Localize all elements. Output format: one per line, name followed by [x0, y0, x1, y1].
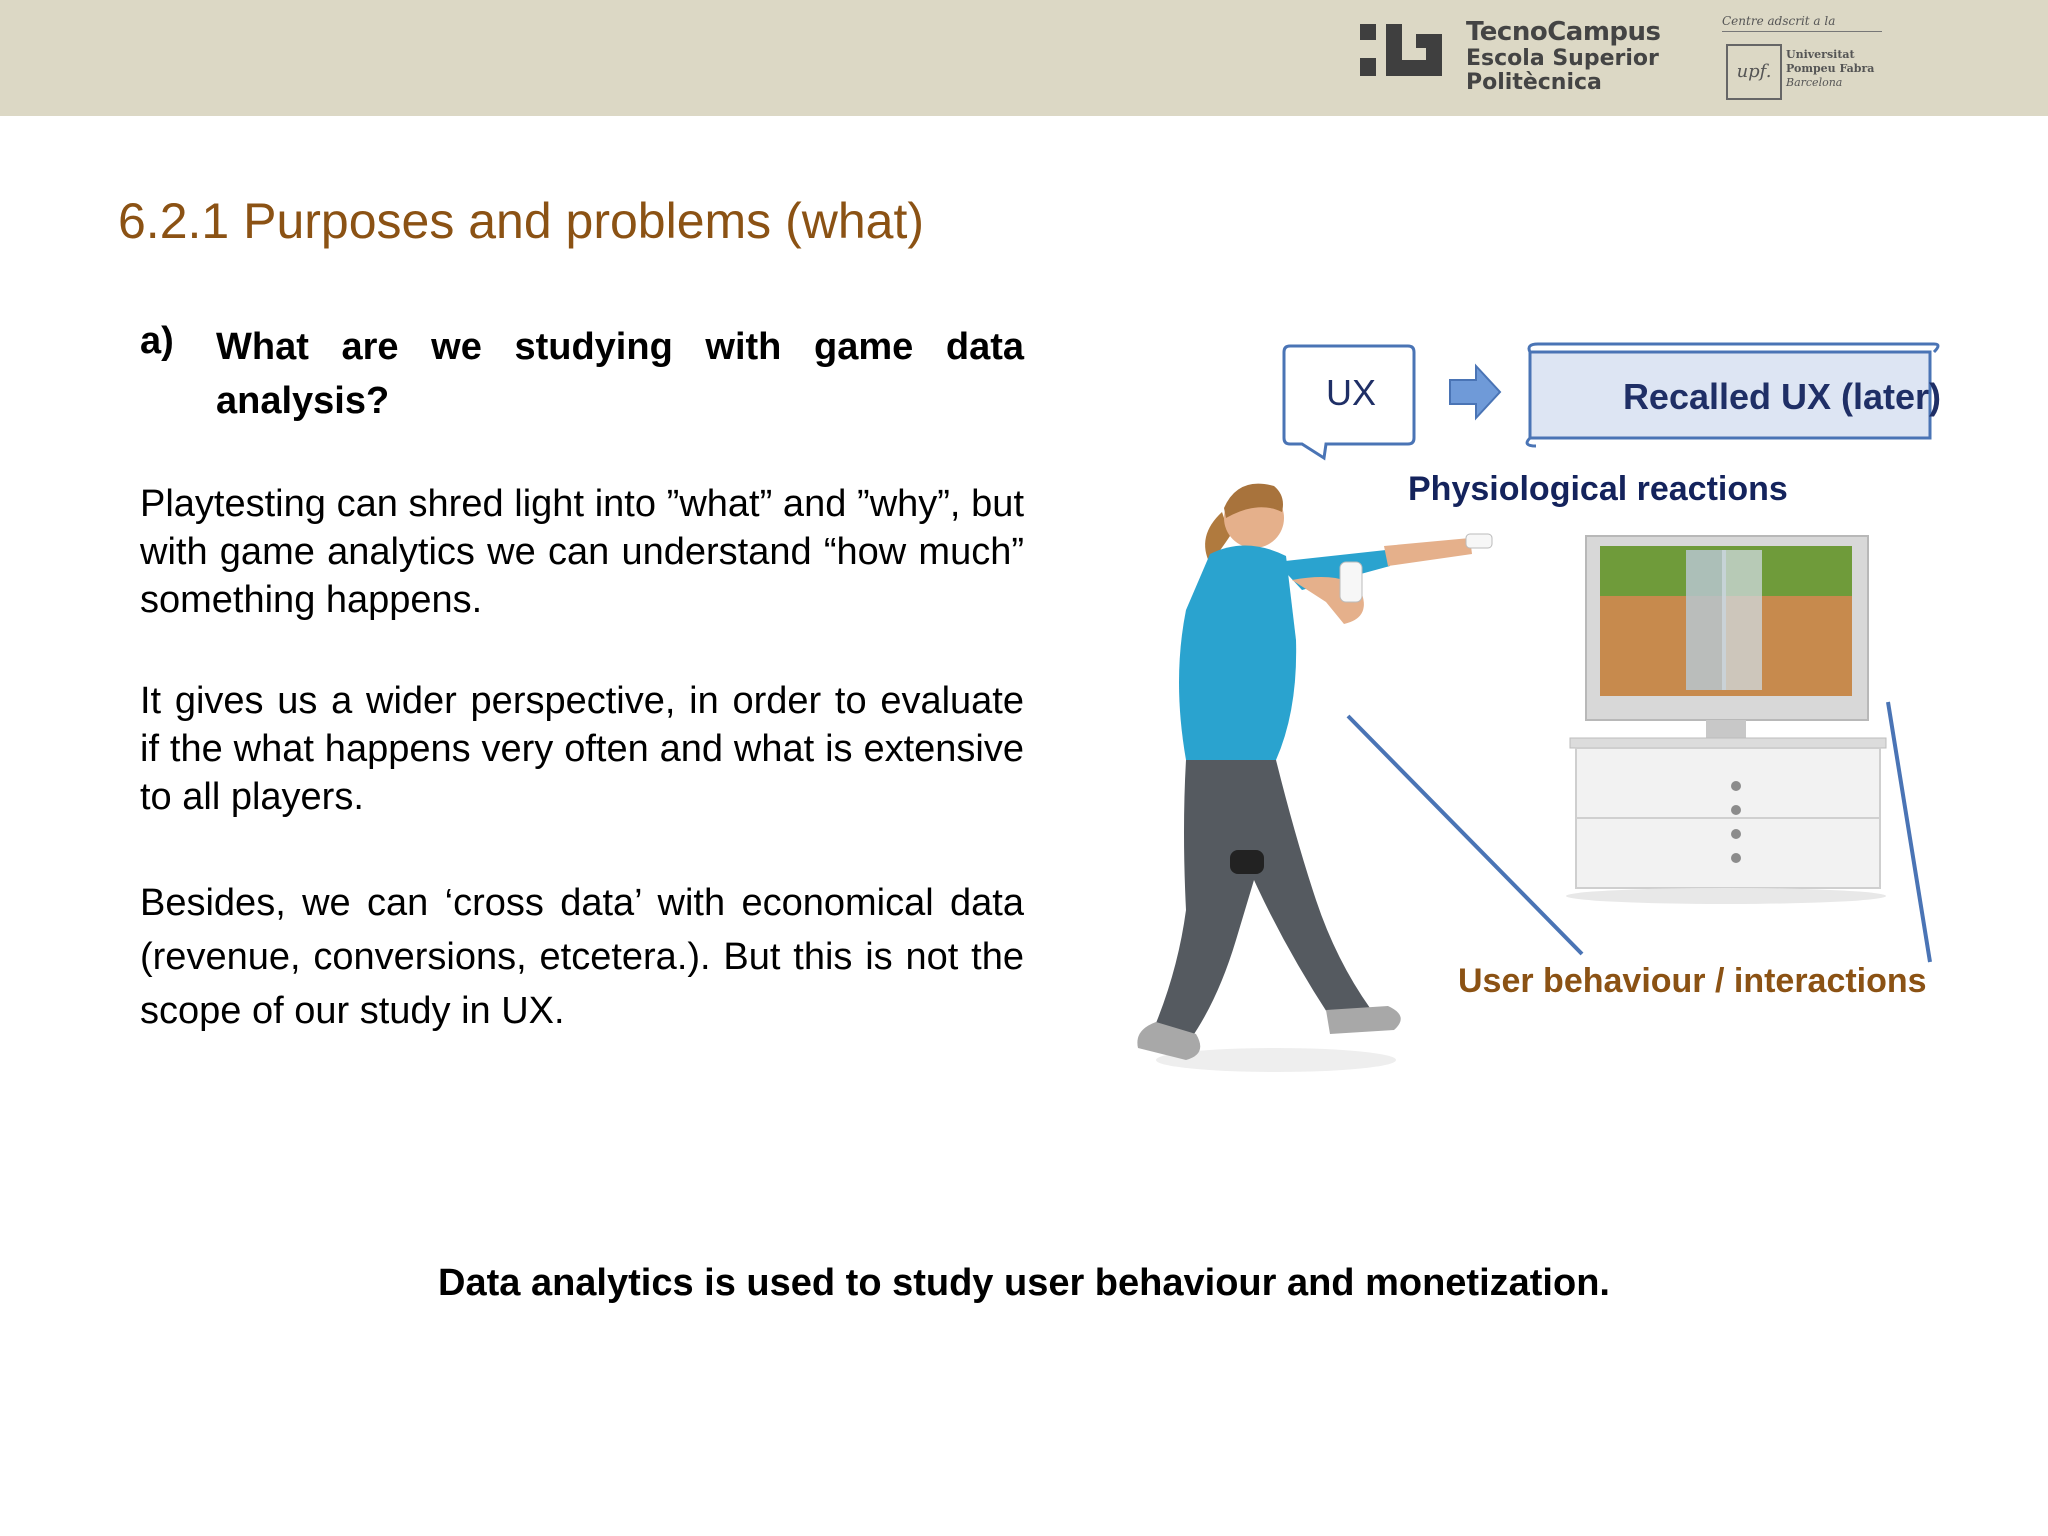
upf-logo: [1722, 14, 1892, 104]
tv-stand-icon: [1566, 536, 1886, 904]
user-behaviour-label: User behaviour / interactions: [1458, 962, 1927, 1000]
tecnocampus-logo: [1360, 17, 1661, 108]
arrow-right-icon: [1450, 366, 1500, 418]
tecnocampus-wordmark: TecnoCampus Escola Superior Politècnica: [1466, 17, 1661, 95]
tecnocampus-mark-icon: [1360, 24, 1444, 80]
header-bar: [0, 0, 2048, 116]
upf-name: Universitat Pompeu Fabra Barcelona: [1786, 48, 1875, 89]
upf-caption: Centre adscrit a la: [1722, 14, 1882, 32]
behaviour-line-right: [1888, 702, 1930, 962]
question-label: a): [140, 320, 174, 362]
slide-title: 6.2.1 Purposes and problems (what): [118, 193, 924, 249]
question-text: What are we studying with game data analysis?: [216, 326, 1024, 422]
upf-mark: upf.: [1726, 44, 1782, 100]
player-figure-icon: [1137, 484, 1492, 1072]
physiological-reactions-label: Physiological reactions: [1408, 470, 1788, 508]
paragraph-perspective: It gives us a wider perspective, in order to evaluate if the what happens very often and what is extensive to all players.: [140, 680, 1024, 818]
ux-bubble-label: UX: [1325, 372, 1376, 413]
paragraph-playtesting: Playtesting can shred light into ”what” and ”why”, but with game analytics we can understand “how much” something happens.: [140, 483, 1024, 621]
paragraph-cross-data: Besides, we can ‘cross data’ with economical data (revenue, conversions, etcetera.). But this is not the scope of our study in UX.: [140, 882, 1024, 1032]
behaviour-line-left: [1348, 716, 1582, 954]
conclusion-text: Data analytics is used to study user behaviour and monetization.: [438, 1262, 1610, 1304]
recalled-ux-label: Recalled UX (later): [1622, 376, 1942, 417]
ux-illustration: [1126, 340, 1970, 1080]
